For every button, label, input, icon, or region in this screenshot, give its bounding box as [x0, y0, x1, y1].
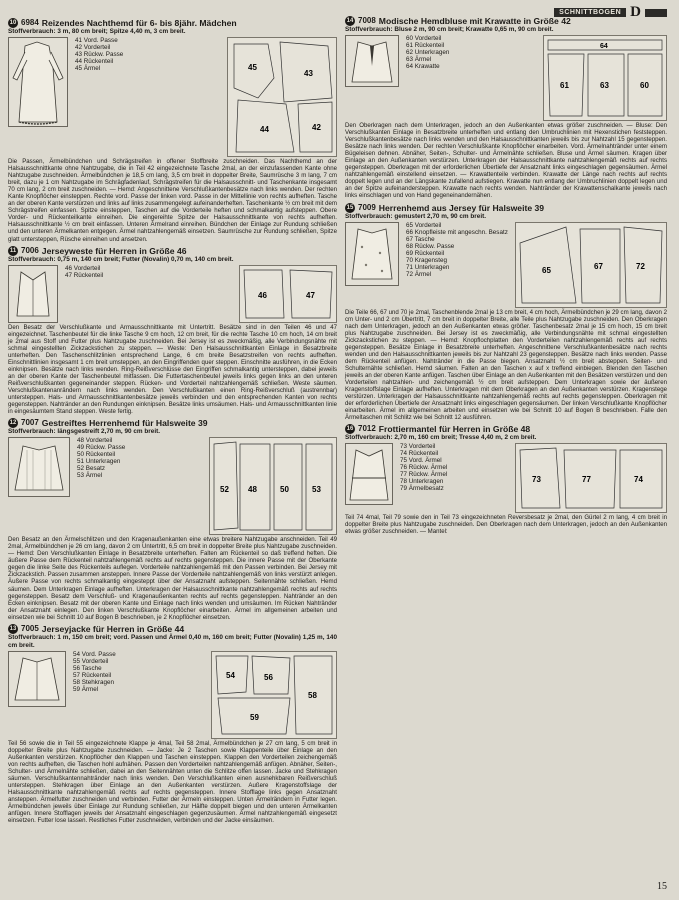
section-heading: Reizendes Nachthemd für 6- bis 8jähr. Mädchen — [41, 18, 237, 28]
part-item: 41 Vord. Passe — [75, 37, 118, 44]
section-heading: Herrenhemd aus Jersey für Halsweite 39 — [378, 202, 545, 213]
svg-text:53: 53 — [312, 485, 321, 495]
section-heading: Modische Hemdbluse mit Krawatte in Größe 42 — [378, 16, 571, 26]
section-code: 7006 — [21, 245, 39, 255]
svg-text:59: 59 — [250, 712, 259, 722]
svg-text:77: 77 — [582, 475, 591, 485]
section-title — [8, 246, 337, 256]
section-number: 14 — [346, 18, 354, 24]
svg-text:52: 52 — [220, 485, 229, 495]
parts-list — [74, 437, 125, 535]
section-14 — [345, 16, 667, 200]
part-item: 51 Unterkragen — [77, 458, 121, 466]
svg-text:65: 65 — [542, 265, 551, 275]
svg-text:54: 54 — [226, 670, 235, 680]
instructions: Den Besatz an den Ärmelschlitzen und den Kragenaußenkanten eine etwas breitere Nahtzugabe anschneiden. Teil 49 2mal, Ärmelbündchen je 26 cm lang, davon 2 cm Untertritt, 6,5 cm breit in doppelter Breite plus Nahtzugabe zuschneiden. — Hemd: Den Verschlußkanten Einlage in Besatzbreite unterheften. Falten am Rückenteil so daß treffend heften. Die äußere Passe dem Rückenteil nahtzahlengemäß rechts auf rechts gegensteppen. Die innere Passe mit der Oberkante gegen die linke Seite des Rückenteils auflegen. Vorderteile nahtzahlengemäß mit den Passen verbinden. Bei Jersey mit Zickzackstich. Passen zusammen ansteppen. Innere Passe der Vorderteile nahtzahlengemäß von links verstürzt anlegen. Äußere Passe von rechts schmalkantig eingesteppt über der Ansatznaht aufsteppen. Seitennähte schließen. Hemd säumen. Dem Unterkragen Einlage aufheften. Unterkragen der Halsausschnittkante nahtzahlengemäß rechts auf rechts gegensteppen. Besatz dem Verschluß- und Kragenaußenkanten rechts auf rechts gegensteppen. Nahtränder an den Ecken einknipsen. Besatz mit der oberen Kante und Einlage nach links wenden und umsäumen. Im Rücken Nahtränder der Ansatznaht einlegen. Den linken Verschlußkante Knopflöcher einarbeiten. Ärmel im allgemeinen arbeiten und einsetzen wie bei Schnitt 10 auf Bogen B beschrieben, je 2 Knopflöcher einsetzen. — [8, 536, 337, 621]
garment-illustration — [8, 265, 58, 323]
svg-text:64: 64 — [600, 43, 608, 50]
pattern-diagram — [209, 437, 337, 535]
svg-text:60: 60 — [640, 81, 649, 90]
section-12 — [8, 418, 337, 621]
parts-list — [403, 35, 449, 121]
svg-text:73: 73 — [532, 475, 541, 485]
section-title — [345, 203, 667, 213]
part-item: 43 Rückw. Passe — [75, 51, 124, 58]
part-item: 50 Rückenteil — [77, 451, 116, 459]
fabric-requirement: Stoffverbrauch: 1 m, 150 cm breit; vord. Passen und Ärmel 0,40 m, 160 cm breit; Futter (Novalin) 1,25 m, 140 cm breit. — [8, 633, 337, 649]
part-item: 46 Vorderteil — [65, 264, 101, 272]
part-item: 74 Rückenteil — [400, 450, 439, 458]
instructions: Die Teile 66, 67 und 70 je 2mal, Taschenblende 2mal je 13 cm breit, 4 cm hoch, Ärmelbündchen je 29 cm lang, davon 2 cm Unter- und 2 cm Übertritt, 7 cm breit in doppelter Breite, alle Teile plus Nahtzugabe zuschneiden. Den Oberkragen nach dem Unterkragen, jedoch an den Außenkanten etwas größer. Taschenbesatz 2mal je 15 cm hoch, 15 cm breit plus Nahtzugabe zuschneiden. Bei Jersey ist es zweckmäßig, alle Verbindungsnähte mit schmal eingestellten Zickzackstichen zu steppen. — Hemd: Knopflochplatten den Vorderteilen nahtzahlengemäß rechts auf rechts gegensteppen. Besätze Einlage in Besatzbreite unterheften. Angeschnittene Verschlußkantenbesätze nach rechts wenden und den Halsausschnittkanten jeweils bis zur Nahtzahl 23 gegensteppen. Besätze nach links wenden. Passe dem Rückenteil anfügen. Nahtränder in die Passe biegen. Ansatznaht ½ cm breit absteppen. Seiten- und Schulternähte schließen. Hemd säumen. Falten an den Taschen x auf x treffend einbiegen. Blenden den Taschen jeweils an der oberen Kante anfügen. Taschen über Einlage an den Außenkanten mit den Besätzen verstürzen und den Vorderteilen nahtzahlen- und zeichengemäß ½ cm breit aufsteppen. Dem Unterkragen sowie der äußeren Kragenstoffslage Einlage aufheften. Unterkragen mit dem Oberkragen an den Außenkanten verstürzen. Kragenstege verstürzen. Unterkragen der Halsausschnittkante nahtzahlengemäß rechts auf rechts gegensteppen. Oberkragen mit der erforderlichen Übertiefe der Ansatznaht links eingeschlagen gegensäumen. Der linken Verschlußkante Knopflöcher einarbeiten. Ärmel im allgemeinen arbeiten und einsetzen wie bei Schnitt 10 auf Bogen B beschrieben. Falle den Ärmeltaschen mit Schlitz wie bei Schnitt 12 ausführen. — [345, 308, 667, 422]
part-item: 78 Unterkragen — [400, 478, 444, 486]
fabric-requirement: Stoffverbrauch: gemustert 2,70 m, 90 cm breit. — [345, 212, 486, 220]
svg-text:72: 72 — [636, 261, 645, 271]
part-item: 72 Ärmel — [406, 270, 432, 278]
fabric-requirement: Stoffverbrauch: längsgestreift 2,70 m, 90 cm breit. — [8, 428, 161, 436]
part-item: 62 Unterkragen — [406, 49, 450, 56]
fabric-requirement: Stoffverbrauch: 2,70 m, 160 cm breit; Tresse 4,40 m, 2 cm breit. — [345, 434, 537, 442]
svg-text:43: 43 — [304, 69, 313, 78]
parts-list — [397, 443, 447, 513]
section-15 — [345, 203, 667, 422]
left-column — [8, 16, 337, 827]
part-item: 56 Tasche — [73, 664, 102, 672]
svg-text:63: 63 — [600, 81, 609, 90]
section-title — [345, 424, 667, 434]
part-item: 73 Vorderteil — [400, 443, 436, 451]
section-number: 16 — [346, 426, 354, 433]
instructions: Teil 56 sowie die in Teil 55 eingezeichnete Klappe je 4mal, Teil 58 2mal, Ärmelbündchen je 27 cm lang, 5 cm breit in doppelter Breite plus Nahtzugabe zuschneiden. — Jacke: Je 2 Taschen sowie Klappenteile über Einlage an den Außenkanten verstürzen. Knopflöcher den Klappen und Taschen einsteppen. Klappen den Vorderteilen zeichengemäß von rechts aufheften, die Taschen hohl aufnähen. Passen den Vorderteilen nahtzahlengemäß anfügen. Abnäher, Seiten-, Schulter- und Ärmelnähte schließen, dabei an den Seitennähten unten die Schlitze offen lassen. Jacke und Stehkragen säumen. Verschlußkantennahtränder nach links wenden. Den Verschlußkanten einen ausnehkbaren Reißverschluß untersteppen. Stehkragen über Einlage an den Außenkanten verstürzen. Außere Kragenstoffslage der Halsausschnittkante nahtzahlengemäß rechts auf rechts gegensteppen. Innere Stofflage links gegen Ansatznaht ansteppen. Ärmelfutter zuschneiden und verbinden. Futter der Ärmeln einsteppen. Unten Ärmelrändern in Futter legen. Ärmelbündchen jeweils über Einlage zur Rundung schließen, zur Hälfte doppelt biegen und den unteren Ärmelkanten anfügen. Innere Stofflagen jeweils der Ansatznaht eingeschlagen gegenzusäumen. Ärmel nahtzahlengemäß eingesetzt einsetzen. Futter lose lassen. Restliches Futter zuschneiden, verbinden und der Jacke einsäumen. — [8, 739, 337, 825]
garment-illustration — [345, 443, 393, 505]
section-number: 13 — [9, 625, 17, 632]
part-item: 69 Rückenteil — [406, 249, 445, 257]
pattern-diagram — [515, 222, 667, 308]
svg-text:74: 74 — [634, 475, 643, 485]
svg-text:45: 45 — [248, 63, 257, 72]
section-code: 7008 — [358, 16, 376, 25]
section-number: 11 — [9, 247, 17, 254]
part-item: 47 Rückenteil — [65, 271, 104, 279]
fabric-requirement: Stoffverbrauch: Bluse 2 m, 90 cm breit; Krawatte 0,65 m, 90 cm breit. — [345, 26, 554, 33]
part-item: 76 Rückw. Ärmel — [400, 464, 448, 472]
header-letter: D — [630, 4, 641, 20]
section-number: 12 — [9, 420, 17, 427]
part-item: 67 Tasche — [406, 235, 435, 243]
garment-illustration — [8, 37, 68, 127]
svg-text:50: 50 — [280, 485, 289, 495]
svg-text:67: 67 — [594, 261, 603, 271]
svg-text:58: 58 — [308, 690, 317, 700]
part-item: 79 Ärmelbesatz — [400, 485, 444, 493]
section-10 — [8, 18, 337, 243]
part-item: 42 Vorderteil — [75, 44, 111, 51]
part-item: 70 Kragensteg — [406, 256, 447, 264]
parts-list — [62, 265, 157, 323]
section-code: 7007 — [21, 418, 39, 428]
instructions: Die Passen, Ärmelbündchen und Schrägstreifen in offener Stoffbreite zuschneiden. Das Nachthemd an der Halsausschnittkante ohne Nahtzugabe, die in Teil 42 eingezeichnete Tasche 2mal, an der einzufassenden Kante ohne Nahtzugabe zuschneiden. Ärmelbündchen je 18,5 cm lang, 3,5 cm breit in doppelter Breite, Saumrüsche 3 m lang, 7 cm breit, dazu je 1 cm Nahtzugabe im Schrägfadenlauf, Schrägstreifen für die Halsausschnitt- und Taschenkante insgesamt 70 cm lang, 2 cm breit zuschneiden. — Hemd: Angeschnittene Verschlußkantenbesätze nach links wenden. Der rechten Kante Knopflöcher einsteppen. Rechte vord. Passe der linken vord. Passe in der Mittellinie von rechts aufheften. Tasche an der oberen Kante verstürzen und links auf links zusammengelegt aufeinanderheften. Taschenkante ½ cm breit mit dem Schrägstreifen einfassen. Spitze einsteppen, Taschen auf die Vorderteile heften und schmalkantig aufsteppen. Obere Vorder- und Rückenteilkante einreihen. Die eingereihte Spitze der Halsausschnittkante von rechts aufheften. Halsausschnittkante ½ cm breit einfassen. Unteren Ärmelrand einreihen. Bündchen der Einlage zur Rundung schließen und den unteren Ärmelkanten entgegen. Ärmel nahtzahlengemäß einsetzen. Saumrüsche zur Rundung schließen, Spitze glatt untersteppen, Rüsche einreihen und ansetzen. — [8, 158, 337, 243]
section-number: 15 — [346, 204, 354, 211]
part-item: 61 Rückenteil — [406, 42, 445, 49]
section-code: 7005 — [21, 623, 39, 633]
section-heading: Jerseyjacke für Herren in Größe 44 — [41, 623, 185, 634]
part-item: 65 Vorderteil — [406, 221, 442, 229]
fabric-requirement: Stoffverbrauch: 3 m, 80 cm breit; Spitze 4,40 m, 3 cm breit. — [8, 28, 186, 35]
right-column — [345, 14, 667, 538]
svg-text:48: 48 — [248, 485, 257, 495]
section-title — [8, 624, 337, 634]
garment-illustration — [8, 651, 66, 707]
part-item: 55 Vorderteil — [73, 657, 109, 665]
part-item: 58 Stehkragen — [73, 678, 114, 686]
section-title — [345, 16, 667, 26]
part-item: 59 Ärmel — [73, 685, 99, 693]
part-item: 64 Krawatte — [406, 63, 440, 70]
parts-list — [72, 37, 123, 157]
pattern-diagram — [515, 443, 667, 513]
svg-text:42: 42 — [312, 123, 321, 132]
pattern-diagram — [239, 265, 337, 323]
svg-text:61: 61 — [560, 81, 569, 90]
part-item: 71 Unterkragen — [406, 263, 450, 271]
part-item: 57 Rückenteil — [73, 671, 112, 679]
part-item: 48 Vorderteil — [77, 437, 113, 445]
page-number: 15 — [657, 881, 667, 892]
parts-list — [70, 651, 116, 739]
pattern-diagram — [543, 35, 667, 121]
section-title — [8, 418, 337, 428]
svg-text:44: 44 — [260, 125, 269, 134]
part-item: 52 Besatz — [77, 465, 106, 473]
part-item: 45 Ärmel — [75, 65, 101, 72]
part-item: 49 Rückw. Passe — [77, 444, 126, 452]
fabric-requirement: Stoffverbrauch: 0,75 m, 140 cm breit; Futter (Novalin) 0,70 m, 140 cm breit. — [8, 255, 234, 263]
garment-illustration — [8, 437, 70, 497]
svg-text:47: 47 — [306, 290, 315, 300]
section-heading: Gestreiftes Herrenhemd für Halsweite 39 — [41, 418, 208, 429]
part-item: 54 Vord. Passe — [73, 650, 116, 658]
section-13 — [8, 624, 337, 825]
header-label: SCHNITTBOGEN — [554, 8, 626, 17]
svg-text:46: 46 — [258, 290, 267, 300]
svg-text:56: 56 — [264, 672, 273, 682]
part-item: 68 Rückw. Passe — [406, 242, 455, 250]
garment-illustration — [345, 222, 399, 286]
pattern-diagram — [211, 651, 337, 739]
part-item: 75 Vord. Ärmel — [400, 457, 442, 465]
pattern-diagram — [227, 37, 337, 157]
section-heading: Frottiermantel für Herren in Größe 48 — [378, 424, 531, 435]
parts-list — [403, 222, 508, 308]
section-number: 10 — [9, 20, 17, 26]
section-code: 6984 — [21, 18, 39, 27]
section-code: 7009 — [358, 202, 376, 212]
part-item: 44 Rückenteil — [75, 58, 114, 65]
instructions: Den Besatz der Verschlußkante und Armausschnittkante mit Untertritt. Besätze sind in den Teilen 46 und 47 eingezeichnet. Taschenbeutel für die linke Tasche 9 cm hoch, 12 cm breit, für die rechte Tasche 10 cm hoch, 14 cm breit je 2mal aus Stoff und Futter plus Nahtzugabe zuschneiden. Bei Jersey ist es zweckmäßig, alle Verbindungsnähte mit schmal eingestellten Zickzackstichen zu steppen. — Weste: Den Halsausschnittkanten Einlage in Besatzbreite unterheften. Den Taschenschlitzlinien entsprechend Lange, 6 cm breite Besatzstreifen von rechts aufheften. Einschnittlinien insgesamt 1 cm breit umsteppen, an den Eingriffenden quer steppen. Einschnitte ausführen, in die Ecken einknipsen. Besätze nach links wenden. Ring-Reißverschlüsse den Eingriffen schmalkantig untersteppen, dabei jeweils an der oberen Kante der Taschenbeutel mitfassen. Die Futtertaschenbeutel jeweils links gegen links an den unteren Reißverschlußkanten gegeneinander steppen. Rücken- und Vorderteil nahtzahlengemäß schließen. Weste säumen. Verschlußkantenanrändern nach links wenden. Den Verschlußkanten einen Ring-Reißverschluß (austrennbar) untersteppen. Hals- und Armausschnittkantenbesätze jeweils verbinden und den entsprechenden Kanten von rechts gegensteppen. Nahtränder an den Rundungen einknipsen. Besätze links umsäumen. Hals- und Armausschnittkanten linie in eingesäumtem Stand steppen. Weste fertig. — [8, 323, 337, 416]
section-title — [8, 18, 337, 28]
section-11 — [8, 246, 337, 416]
instructions: Den Oberkragen nach dem Unterkragen, jedoch an den Außenkanten etwas größer zuschneiden. — Bluse: Den Verschlußkanten Einlage in Besatzbreite unterheften und entlang den Umbruchlinien mit Hexenstichen feststeppen. Verschlußkantenbesätze nach links wenden und den Halsausschnittkanten jeweils bis zur Nahtzahl 15 gegensteppen. Besätze nach links wenden. Der rechten Verschlußkante Knopflöcher einarbeiten. Vord. Ärmelnahtränder unter einem Bügeleisen dehnen. Abnäher, Seiten-, Schulter- und Ärmelnähte schließen. Bluse und Ärmel säumen. Kragen über Einlage an den Außenkanten verstürzen. Unterkragen der Halsausschnittkante nahtzahlengemäß rechts auf rechts gegensteppen. Oberkragen mit der erforderlichen Übertiefe der Ansatznaht links eingeschlagen gegensäumen. Ärmel nahtzahlengemäß einstellend einsetzen. — Krawattenteile verbinden. Krawatte der Länge nach rechts auf rechts doppelt legen und an der Längskante zufallend aufstiegen. Krawatte nun entlang der Umbruchlinien doppelt legen und an der Spitze aufeinandersteppen. Krawatte nach rechts wenden. Nahtränder der Krawattenschalkante jeweils nach links einschlagen und von Hand gegeneinandernähen. — [345, 122, 667, 200]
part-item: 60 Vorderteil — [406, 35, 442, 42]
section-16 — [345, 424, 667, 535]
part-item: 63 Ärmel — [406, 56, 432, 63]
section-heading: Jerseyweste für Herren in Größe 46 — [41, 245, 187, 256]
instructions: Teil 74 4mal, Teil 79 sowie den in Teil 73 eingezeichneten Reversbesatz je 2mal, den Gürtel 2 m lang, 4 cm breit in doppelter Breite plus Nahtzugabe zuschneiden. Den Oberkragen nach dem Unterkragen, jedoch an den Außenkanten etwas größer zuschneiden. — Mantel: — [345, 514, 667, 536]
part-item: 66 Knopfleiste mit angeschn. Besatz — [406, 228, 508, 236]
part-item: 53 Ärmel — [77, 472, 103, 480]
section-code: 7012 — [358, 424, 376, 434]
garment-illustration — [345, 35, 399, 87]
part-item: 77 Rückw. Ärmel — [400, 471, 448, 479]
